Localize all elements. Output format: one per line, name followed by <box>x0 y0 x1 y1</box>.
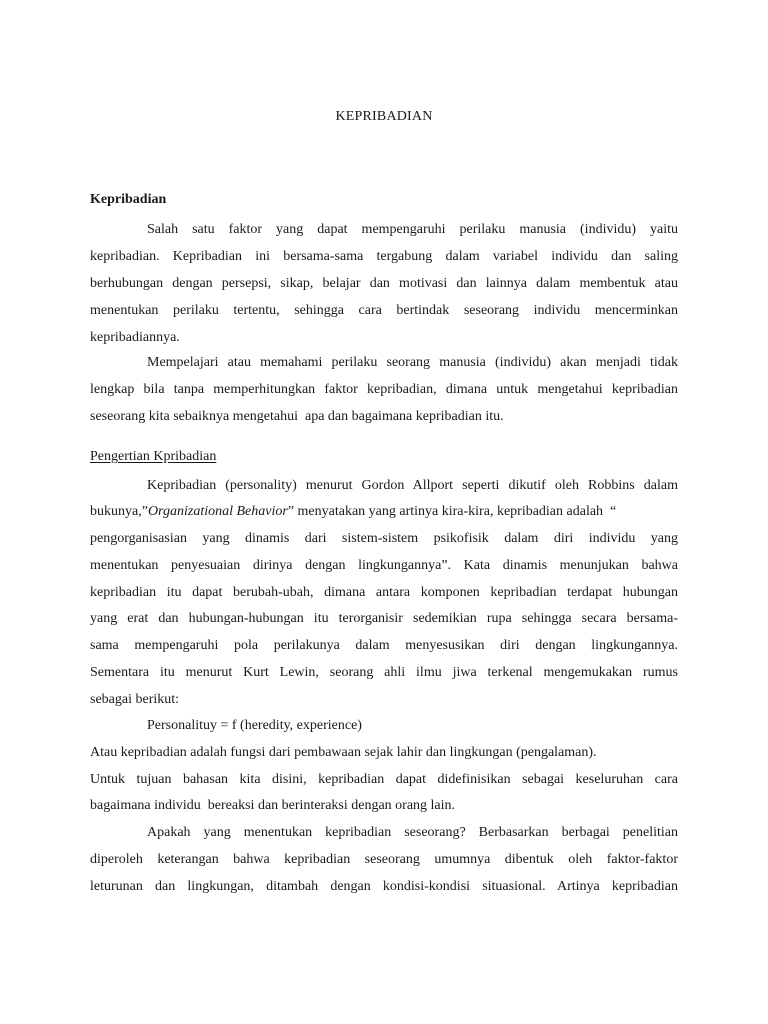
paragraph-line: sebagai berikut: <box>90 692 180 707</box>
paragraph-line: yang erat dan hubungan-hubungan itu terorganisir sedemikian rupa sehingga secara bersama- <box>90 611 678 626</box>
formula-line: Personalituy = f (heredity, experience) <box>147 718 362 733</box>
paragraph-line: pengorganisasian yang dinamis dari sistem-sistem psikofisik dalam diri individu yang <box>90 531 678 546</box>
book-title: Organizational Behavior <box>147 504 288 519</box>
paragraph-line: Sementara itu menurut Kurt Lewin, seorang ahli ilmu jiwa terkenal mengemukakan rumus <box>90 665 678 680</box>
paragraph-line: leturunan dan lingkungan, ditambah dengan kondisi-kondisi situasional. Artinya kepribadian <box>90 879 678 894</box>
line-segment: ” menyatakan yang artinya kira-kira, kepribadian adalah “ <box>287 504 617 519</box>
line-segment: bukunya,” <box>90 504 148 519</box>
paragraph-line: menentukan perilaku tertentu, sehingga cara bertindak seseorang individu mencerminkan <box>90 303 678 318</box>
paragraph-line: kepribadiannya. <box>90 330 180 345</box>
paragraph-line-mixed <box>90 503 678 521</box>
document-title: KEPRIBADIAN <box>335 109 433 124</box>
paragraph-line: lengkap bila tanpa memperhitungkan faktor kepribadian, dimana untuk mengetahui kepribadian <box>90 382 678 397</box>
paragraph-line: sama mempengaruhi pola perilakunya dalam menyesusikan diri dengan lingkungannya. <box>90 638 678 653</box>
paragraph-line: Untuk tujuan bahasan kita disini, kepribadian dapat didefinisikan sebagai keseluruhan cara <box>90 772 678 787</box>
paragraph-line: menentukan penyesuaian dirinya dengan lingkungannya”. Kata dinamis menunjukan bahwa <box>90 558 678 573</box>
paragraph-line: Kepribadian (personality) menurut Gordon Allport seperti dikutif oleh Robbins dalam <box>147 478 678 493</box>
paragraph-line: diperoleh keterangan bahwa kepribadian seseorang umumnya dibentuk oleh faktor-faktor <box>90 852 678 867</box>
sub-heading: Pengertian Kpribadian <box>90 449 217 464</box>
paragraph-line: Salah satu faktor yang dapat mempengaruhi perilaku manusia (individu) yaitu <box>147 222 678 237</box>
section-heading: Kepribadian <box>90 192 167 207</box>
paragraph-line: kepribadian. Kepribadian ini bersama-sama tergabung dalam variabel individu dan saling <box>90 249 678 264</box>
paragraph-line: berhubungan dengan persepsi, sikap, belajar dan motivasi dan lainnya dalam membentuk atau <box>90 276 678 291</box>
paragraph-line: Apakah yang menentukan kepribadian seseorang? Berbasarkan berbagai penelitian <box>147 825 678 840</box>
paragraph-line: bagaimana individu bereaksi dan berinteraksi dengan orang lain. <box>90 798 456 813</box>
paragraph-line: seseorang kita sebaiknya mengetahui apa dan bagaimana kepribadian itu. <box>90 409 504 424</box>
paragraph-line: kepribadian itu dapat berubah-ubah, dimana antara komponen kepribadian terdapat hubungan <box>90 585 678 600</box>
paragraph-line: Atau kepribadian adalah fungsi dari pembawaan sejak lahir dan lingkungan (pengalaman). <box>90 745 597 760</box>
paragraph-line: Mempelajari atau memahami perilaku seorang manusia (individu) akan menjadi tidak <box>147 355 678 370</box>
